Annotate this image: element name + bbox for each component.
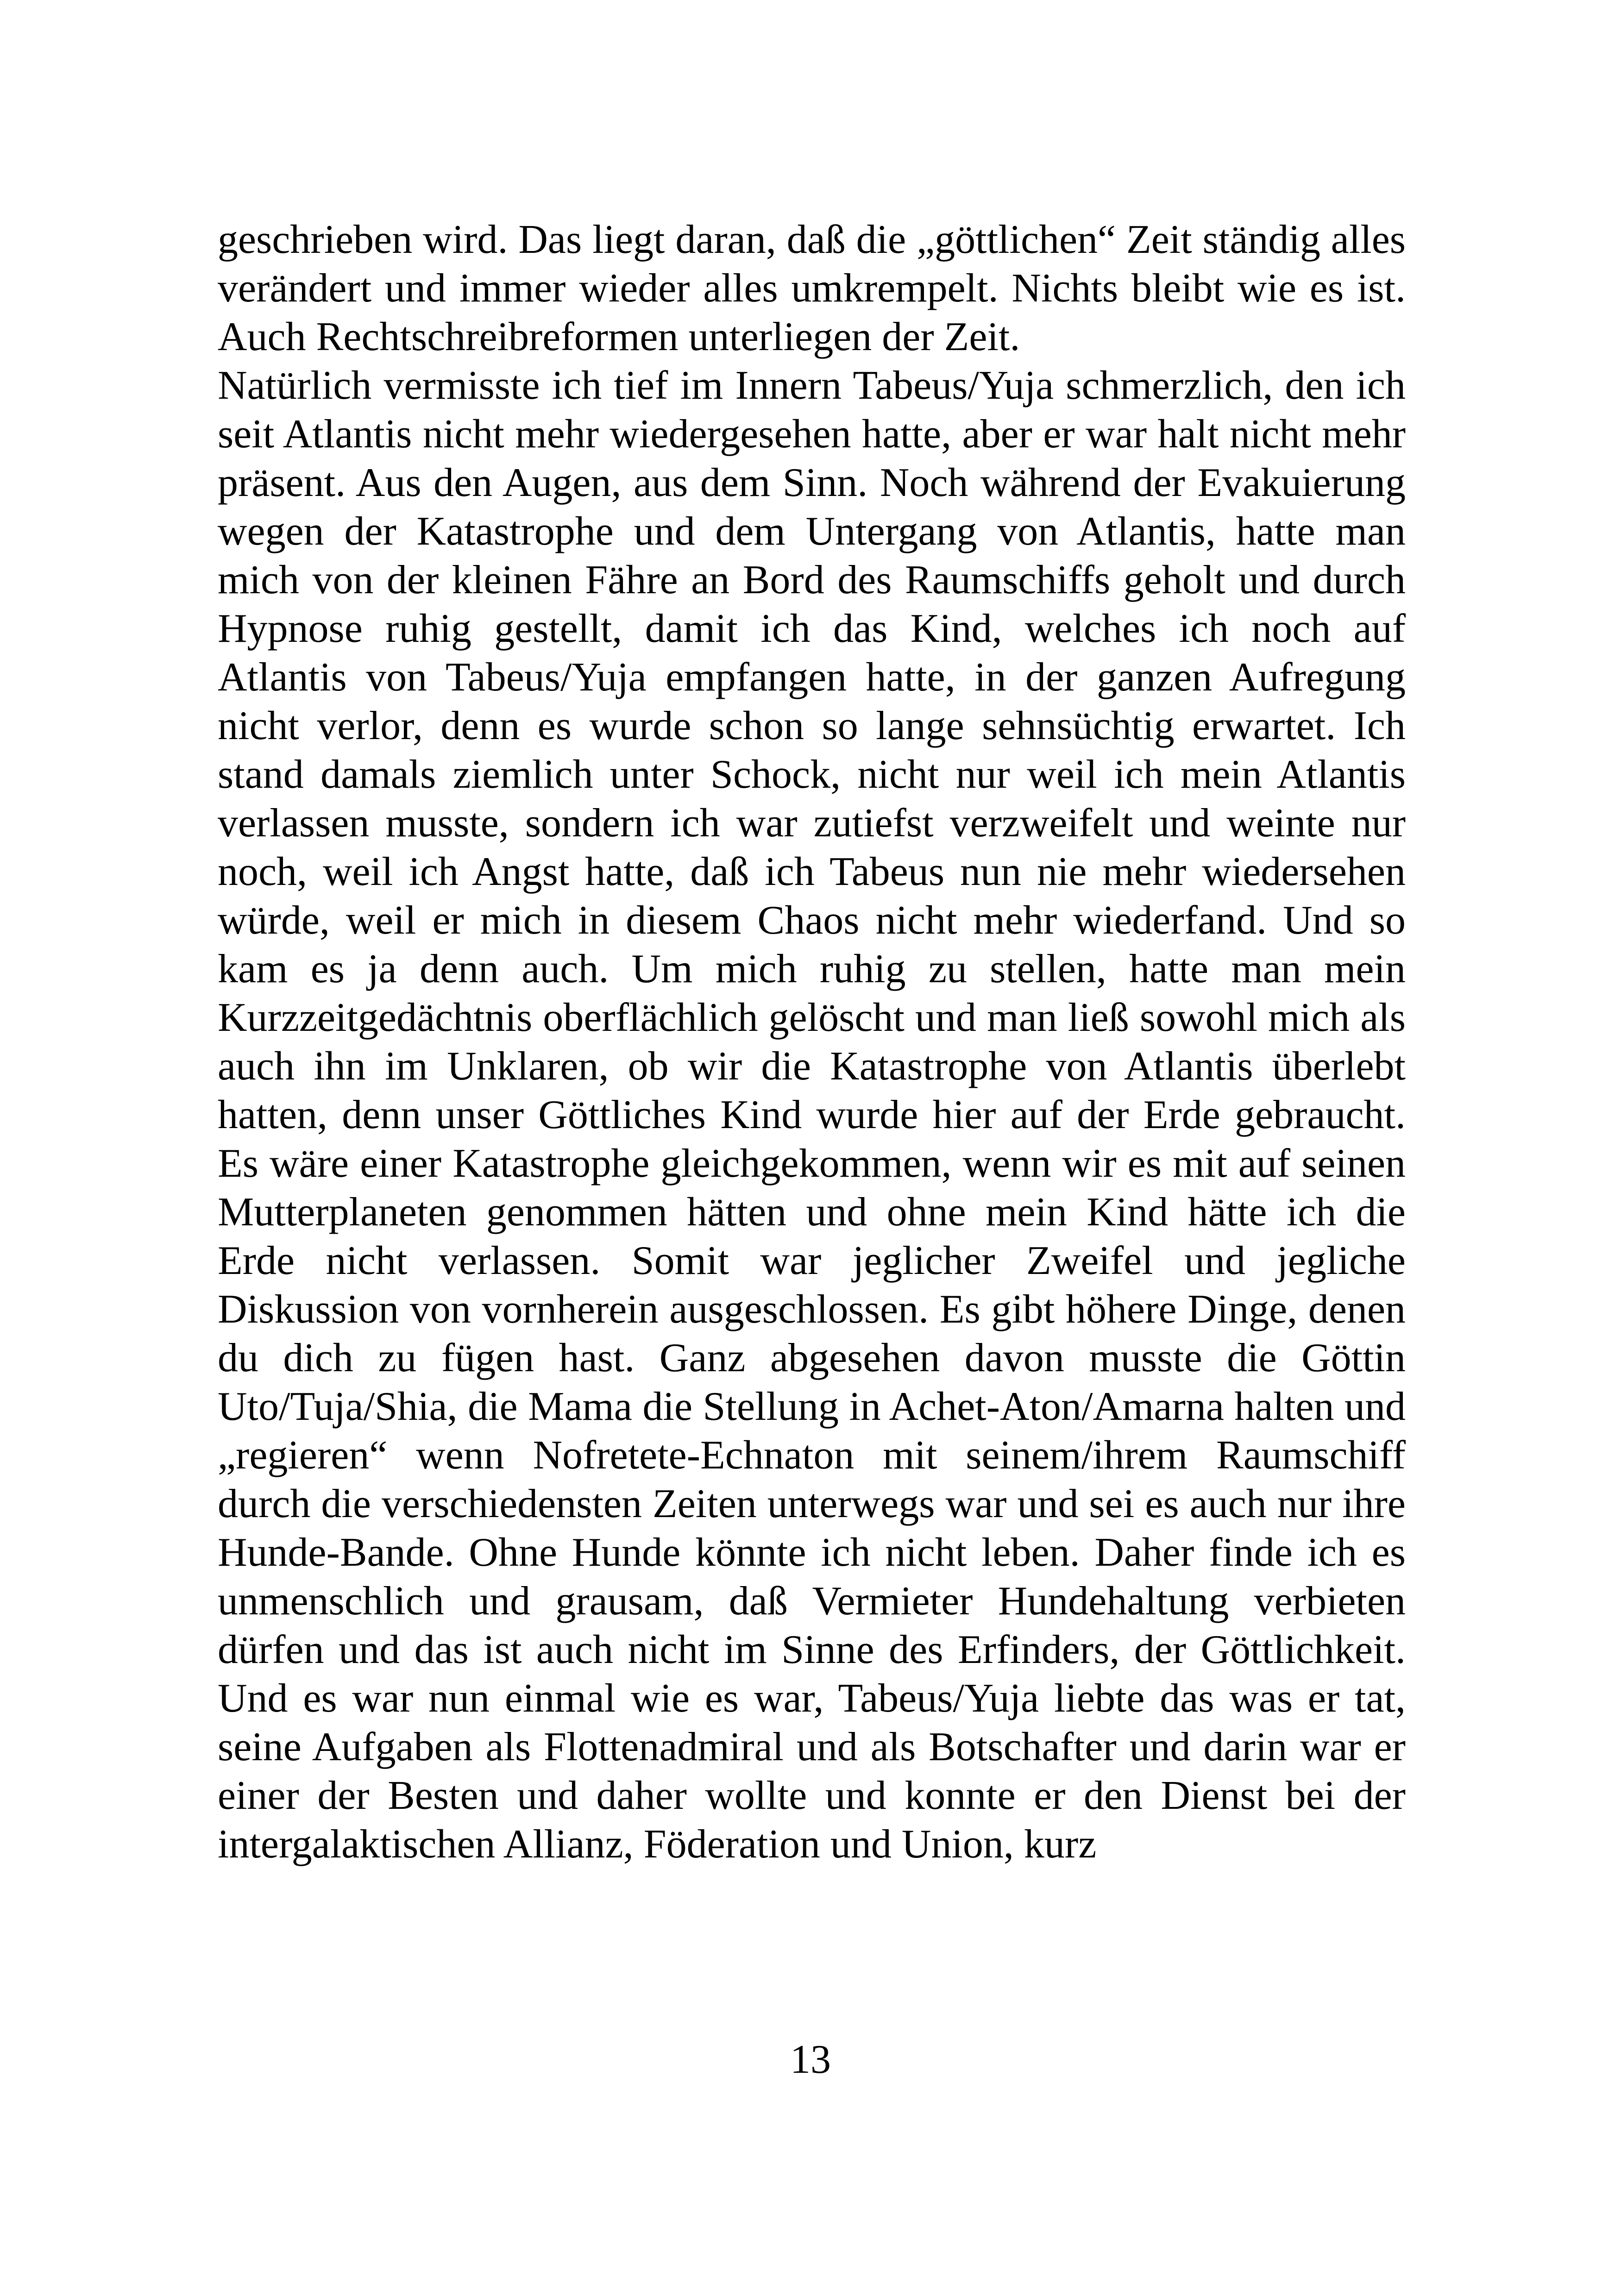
paragraph-continuation: geschrieben wird. Das liegt daran, daß die „göttlichen“ Zeit ständig alles verändert und immer wieder alles umkrempelt. Nichts bleibt wie es ist. Auch Rechtschreibreformen unterliegen der Zeit. <box>218 217 1406 359</box>
paragraph-main: Natürlich vermisste ich tief im Innern Tabeus/Yuja schmerzlich, den ich seit Atlantis nicht mehr wiedergesehen hatte, aber er war halt nicht mehr präsent. Aus den Augen, aus dem Sinn. Noch während der Evakuierung wegen der Katastrophe und dem Untergang von Atlantis, hatte man mich von der kleinen Fähre an Bord des Raumschiffs geholt und durch Hypnose ruhig gestellt, damit ich das Kind, welches ich noch auf Atlantis von Tabeus/Yuja empfangen hatte, in der ganzen Aufregung nicht verlor, denn es wurde schon so lange sehnsüchtig erwartet. Ich stand damals ziemlich unter Schock, nicht nur weil ich mein Atlantis verlassen musste, sondern ich war zutiefst verzweifelt und weinte nur noch, weil ich Angst hatte, daß ich Tabeus nun nie mehr wiedersehen würde, weil er mich in diesem Chaos nicht mehr wiederfand. Und so kam es ja denn auch. Um mich ruhig zu stellen, hatte man mein Kurzzeitgedächtnis oberflächlich gelöscht und man ließ sowohl mich als auch ihn im Unklaren, ob wir die Katastrophe von Atlantis überlebt hatten, denn unser Göttliches Kind wurde hier auf der Erde gebraucht. Es wäre einer Katastrophe gleichgekommen, wenn wir es mit auf seinen Mutterplaneten genommen hätten und ohne mein Kind hätte ich die Erde nicht verlassen. Somit war jeglicher Zweifel und jegliche Diskussion von vornherein ausgeschlossen. Es gibt höhere Dinge, denen du dich zu fügen hast. Ganz abgesehen davon musste die Göttin Uto/Tuja/Shia, die Mama die Stellung in Achet-Aton/Amarna halten und „regieren“ wenn Nofretete-Echnaton mit seinem/ihrem Raumschiff durch die verschiedensten Zeiten unterwegs war und sei es auch nur ihre Hunde-Bande. Ohne Hunde könnte ich nicht leben. Daher finde ich es unmenschlich und grausam, daß Vermieter Hundehaltung verbieten dürfen und das ist auch nicht im Sinne des Erfinders, der Göttlichkeit. Und es war nun einmal wie es war, Tabeus/Yuja liebte das was er tat, seine Aufgaben als Flottenadmiral und als Botschafter und darin war er einer der Besten und daher wollte und konnte er den Dienst bei der intergalaktischen Allianz, Föderation und Union, kurz <box>218 363 1406 1867</box>
page-number: 13 <box>790 2037 831 2082</box>
body-text <box>218 215 1406 1869</box>
